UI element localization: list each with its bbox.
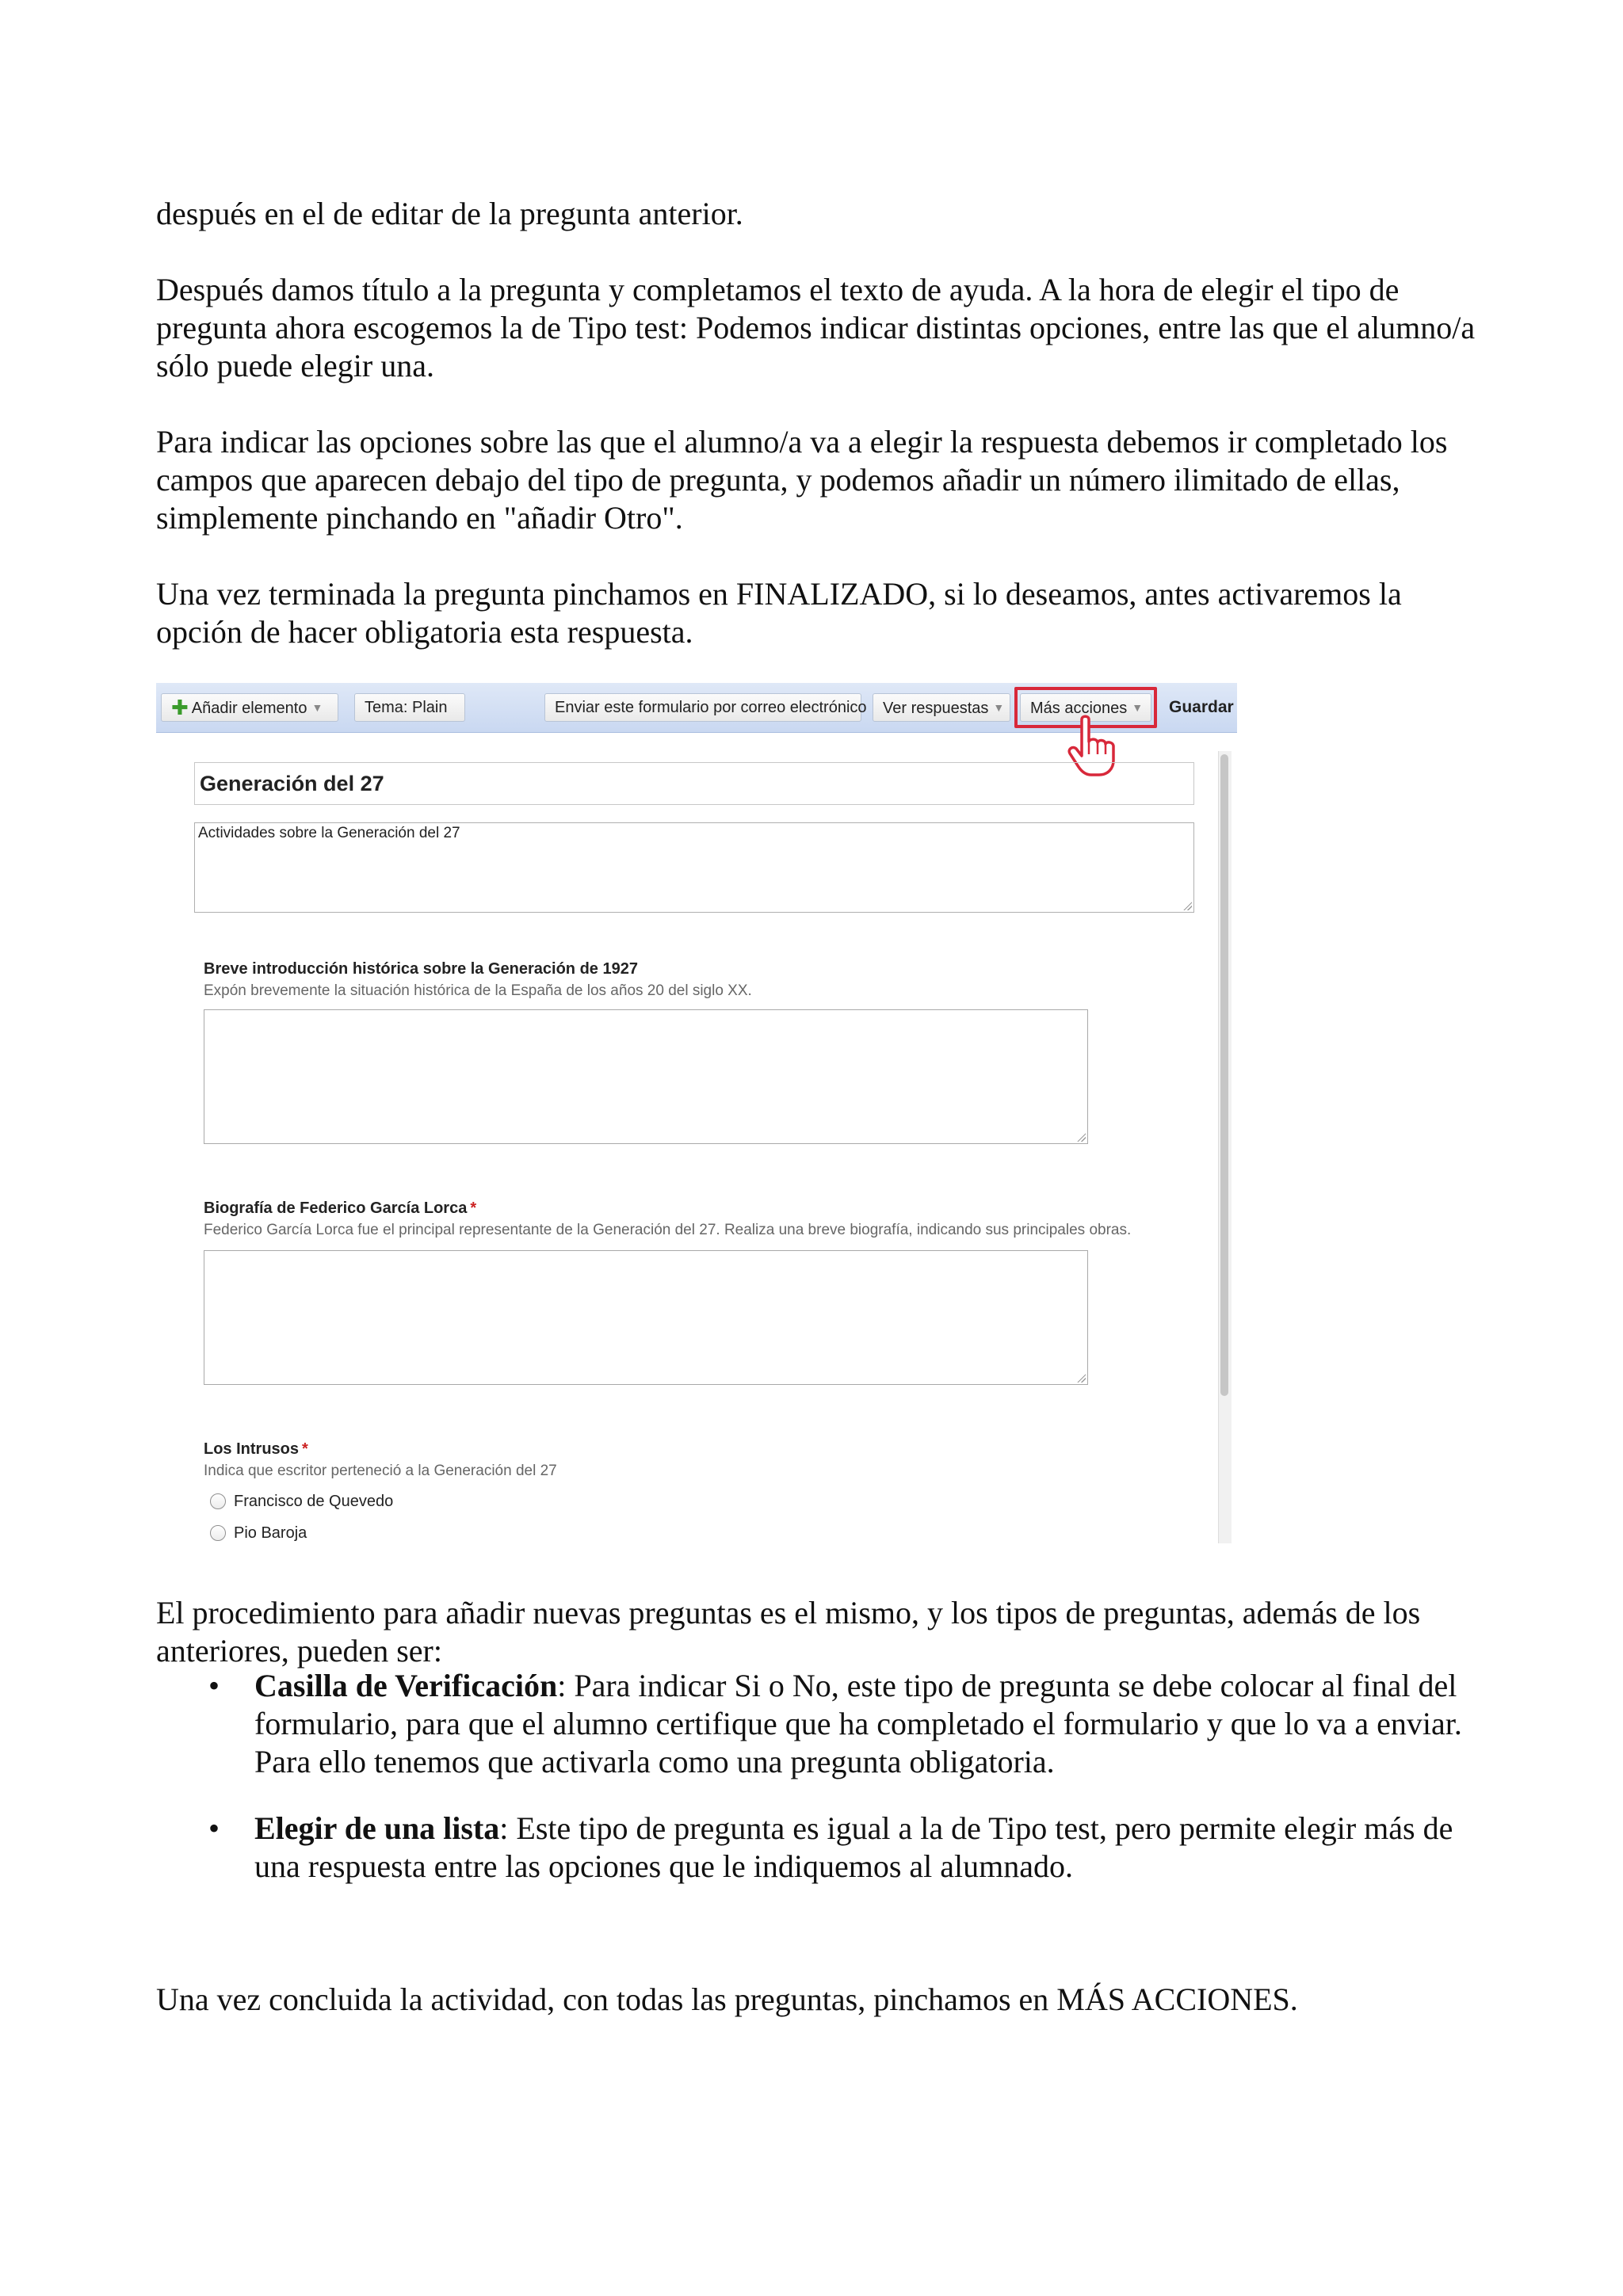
theme-button[interactable]: Tema: Plain [354,693,465,722]
question-2-title: Biografía de Federico García Lorca * [204,1199,477,1217]
question-1-title: Breve introducción histórica sobre la Generación de 1927 [204,960,638,978]
bullet-icon: • [208,1668,220,1703]
paragraph-5: El procedimiento para añadir nuevas preguntas es el mismo, y los tipos de preguntas, además de los anteriores, pueden ser: [156,1595,1421,1669]
list-item-term: Elegir de una lista [254,1810,500,1846]
email-form-button[interactable]: Enviar este formulario por correo electrónico [544,693,861,722]
radio-button[interactable] [210,1525,226,1541]
scrollbar-thumb[interactable] [1220,754,1228,1396]
resize-grip-icon[interactable] [1076,1132,1086,1142]
question-3-help: Indica que escritor perteneció a la Generación del 27 [204,1463,557,1479]
required-asterisk: * [302,1440,308,1458]
plus-icon: ✚ [171,696,189,719]
form-description-field[interactable] [194,822,1194,913]
list-item [156,1667,1503,1781]
question-1-help: Expón brevemente la situación histórica de la España de los años 20 del siglo XX. [204,982,752,999]
resize-grip-icon[interactable] [1182,901,1192,910]
caret-down-icon: ▼ [311,701,323,714]
question-3-title: Los Intrusos * [204,1440,308,1458]
form-description-text: Actividades sobre la Generación del 27 [198,825,460,841]
question-2-answer-field[interactable] [204,1250,1088,1385]
paragraph-6: Una vez concluida la actividad, con todas las preguntas, pinchamos en MÁS ACCIONES. [156,1981,1298,2017]
paragraph-2: Después damos título a la pregunta y completamos el texto de ayuda. A la hora de elegir el tipo de pregunta ahora escogemos la de Tipo test: Podemos indicar distintas opciones, entre las que el alumno/a sólo puede elegir una. [156,272,1476,383]
save-button[interactable]: Guardar [1169,698,1234,716]
paragraph-1: después en el de editar de la pregunta anterior. [156,196,743,231]
form-editor-screenshot [156,683,1237,1549]
question-3-option-1[interactable]: Francisco de Quevedo [210,1493,393,1511]
paragraph-4: Una vez terminada la pregunta pinchamos en FINALIZADO, si lo deseamos, antes activaremos la opción de hacer obligatoria esta respuesta. [156,576,1402,650]
caret-down-icon: ▼ [993,701,1005,714]
paragraph-3: Para indicar las opciones sobre las que el alumno/a va a elegir la respuesta debemos ir completado los campos que aparecen debajo del tipo de pregunta, y podemos añadir un número ilimitado de ellas, simplemente pinchando en "añadir Otro". [156,424,1448,536]
list-item [156,1810,1503,1886]
caret-down-icon: ▼ [1132,701,1144,714]
form-title-field[interactable]: Generación del 27 [194,762,1194,805]
add-item-button[interactable]: ✚ Añadir elemento ▼ [161,693,338,722]
more-actions-button[interactable]: Más acciones ▼ [1020,693,1151,722]
view-responses-button[interactable]: Ver respuestas ▼ [873,693,1010,722]
list-item-text: : Este tipo de pregunta es igual a la de Tipo test, pero permite elegir más de una respuesta entre las opciones que le indiquemos al alumnado. [254,1810,1453,1884]
question-2-help: Federico García Lorca fue el principal representante de la Generación del 27. Realiza una breve biografía, indicando sus principales obras. [204,1222,1132,1238]
question-1-answer-field[interactable] [204,1009,1088,1144]
list-item-text: : Para indicar Si o No, este tipo de pregunta se debe colocar al final del formulario, para que el alumno certifique que ha completado el formulario y que lo va a enviar. Para ello tenemos que activarla como una pregunta obligatoria. [254,1668,1462,1779]
question-types-list [156,1667,1503,1886]
required-asterisk: * [470,1199,477,1217]
resize-grip-icon[interactable] [1076,1373,1086,1383]
question-3-option-2[interactable]: Pio Baroja [210,1524,307,1543]
bullet-icon: • [208,1810,220,1846]
radio-button[interactable] [210,1493,226,1509]
list-item-term: Casilla de Verificación [254,1668,558,1703]
